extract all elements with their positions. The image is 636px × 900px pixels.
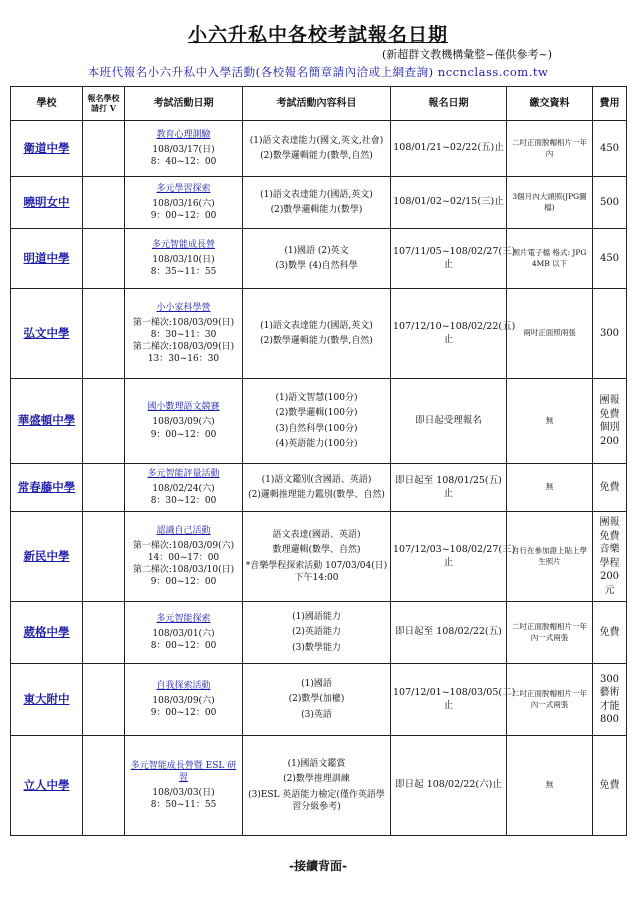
registration-checkbox-cell[interactable] <box>83 512 125 602</box>
fee-cell: 450 <box>593 229 627 289</box>
registration-date-cell: 107/12/01~108/03/05(二)止 <box>391 664 507 736</box>
documents-cell: 二吋正面脫帽相片一年內一式兩張 <box>507 664 593 736</box>
exam-content-cell <box>243 736 391 836</box>
exam-subject-line: (1)國語 (2)英文 <box>284 245 349 256</box>
registration-checkbox-cell[interactable] <box>83 229 125 289</box>
registration-checkbox-cell[interactable] <box>83 379 125 464</box>
exam-subject-line: (1)國語文鑑賞 <box>287 759 346 770</box>
exam-date-line: 108/02/24(六) <box>152 483 215 494</box>
exam-date-line: 14：00~17：00 <box>147 552 220 563</box>
activity-link[interactable]: 國小數理語文競賽 <box>147 402 220 413</box>
exam-subject-line: (3)數學 (4)自然科學 <box>275 261 358 271</box>
exam-content-cell <box>243 664 391 736</box>
exam-date-line: 108/03/09(六) <box>152 695 215 706</box>
registration-date-cell: 即日起至 108/01/25(五)止 <box>391 464 507 512</box>
registration-date-cell: 即日起受理報名 <box>391 379 507 464</box>
page-title: 小六升私中各校考試報名日期 <box>187 24 448 46</box>
school-link[interactable]: 曉明女中 <box>23 194 70 209</box>
school-link[interactable]: 東大附中 <box>23 691 70 706</box>
activity-link[interactable]: 教育心理測驗 <box>156 129 211 140</box>
exam-date-cell <box>125 664 243 736</box>
school-cell <box>11 512 83 602</box>
activity-link[interactable]: 多元智能成長營暨 ESL 研習 <box>130 760 237 783</box>
exam-date-cell <box>125 229 243 289</box>
exam-date-cell <box>125 289 243 379</box>
activity-link[interactable]: 認識自己活動 <box>156 525 211 536</box>
documents-cell: 二吋正面脫帽相片一年內 <box>507 121 593 177</box>
table-row <box>11 664 627 736</box>
exam-date-line: 108/03/17(日) <box>152 144 215 155</box>
fee-cell: 團報免費 音樂學程200元 <box>593 512 627 602</box>
fee-cell: 300 <box>593 289 627 379</box>
exam-date-line: 8：50~11：55 <box>150 800 217 811</box>
exam-date-line: 108/03/16(六) <box>152 198 215 209</box>
exam-date-line: 第二梯次:108/03/10(日) <box>132 565 235 576</box>
exam-date-cell <box>125 736 243 836</box>
documents-cell: 兩吋正面照兩張 <box>507 289 593 379</box>
school-cell <box>11 602 83 664</box>
exam-content-cell <box>243 464 391 512</box>
exam-date-line: 第二梯次:108/03/09(日) <box>132 342 235 353</box>
activity-link[interactable]: 多元智能評量活動 <box>147 468 220 479</box>
registration-date-cell: 107/12/10~108/02/22(五)止 <box>391 289 507 379</box>
exam-content-cell <box>243 602 391 664</box>
registration-date-cell: 107/12/03~108/02/27(三)止 <box>391 512 507 602</box>
registration-date-cell: 108/01/02~02/15(三)止 <box>391 177 507 229</box>
activity-link[interactable]: 自我探索活動 <box>156 680 211 691</box>
exam-subject-line: (1)語文表達能力(國文,英文,社會) <box>249 135 384 146</box>
documents-cell: 自行在參加證上貼上學生照片 <box>507 512 593 602</box>
exam-subject-line: (2)數學邏輯能力(數學) <box>270 205 363 215</box>
header-school: 學校 <box>11 87 83 121</box>
table-row <box>11 602 627 664</box>
fee-cell: 免費 <box>593 602 627 664</box>
exam-date-line: 9：00~12：00 <box>150 429 217 440</box>
school-cell <box>11 736 83 836</box>
school-link[interactable]: 華盛頓中學 <box>17 413 76 428</box>
exam-date-line: 8：30~12：00 <box>150 496 217 507</box>
table-header-row <box>11 87 627 121</box>
header-documents: 繳交資料 <box>507 87 593 121</box>
exam-date-cell <box>125 602 243 664</box>
exam-subject-line: 語文表達(國語、英語) <box>272 530 361 541</box>
exam-date-line: 第一梯次:108/03/09(六) <box>132 540 235 551</box>
exam-subject-line: (1)語文鑑別(含國語、英語) <box>261 474 372 485</box>
activity-link[interactable]: 多元智能探索 <box>156 613 211 624</box>
exam-content-cell <box>243 289 391 379</box>
fee-cell: 免費 <box>593 464 627 512</box>
registration-date-cell: 即日起 108/02/22(六)止 <box>391 736 507 836</box>
documents-cell: 3個月內大頭照(JPG圖檔) <box>507 177 593 229</box>
exam-date-line: 第一梯次:108/03/09(日) <box>132 317 235 328</box>
school-link[interactable]: 弘文中學 <box>23 325 70 340</box>
exam-subject-line: *音樂學程探索活動 107/03/04(日) 下午14:00 <box>245 560 388 583</box>
exam-content-cell <box>243 229 391 289</box>
registration-notice: 本班代報名小六升私中入學活動(各校報名簡章請內洽或上網查詢) nccnclass.com.tw <box>87 65 549 79</box>
exam-subject-line: (1)語文智慧(100分) <box>275 393 358 404</box>
documents-cell: 無 <box>507 736 593 836</box>
registration-checkbox-cell[interactable] <box>83 121 125 177</box>
exam-subject-line: (2)英語能力 <box>292 627 341 638</box>
school-cell <box>11 177 83 229</box>
exam-subject-line: (2)數學邏輯(100分) <box>275 408 358 419</box>
exam-schedule-table <box>10 86 627 836</box>
exam-date-line: 8：00~12：00 <box>150 641 217 652</box>
school-link[interactable]: 常春藤中學 <box>17 479 76 494</box>
table-row <box>11 121 627 177</box>
exam-subject-line: (1)語文表達能力(國語,英文) <box>260 320 373 331</box>
exam-date-cell <box>125 177 243 229</box>
documents-cell: 無 <box>507 464 593 512</box>
exam-date-line: 108/03/09(六) <box>152 417 215 428</box>
exam-subject-line: (3)數學能力 <box>292 642 341 653</box>
table-row <box>11 736 627 836</box>
activity-link[interactable]: 多元智能成長營 <box>151 239 215 250</box>
exam-date-line: 13：30~16：30 <box>147 354 220 365</box>
table-row <box>11 512 627 602</box>
header-reg-date: 報名日期 <box>391 87 507 121</box>
header-content: 考試活動內容科目 <box>243 87 391 121</box>
exam-subject-line: 數理邏輯(數學、自然) <box>272 545 361 556</box>
exam-date-line: 9：00~12：00 <box>150 211 217 222</box>
exam-subject-line: (2)數學推理訓練 <box>283 774 350 785</box>
registration-date-cell: 即日起至 108/02/22(五) <box>391 602 507 664</box>
registration-checkbox-cell[interactable] <box>83 177 125 229</box>
registration-date-cell: 107/11/05~108/02/27(三)止 <box>391 229 507 289</box>
registration-checkbox-cell[interactable] <box>83 664 125 736</box>
exam-content-cell <box>243 177 391 229</box>
registration-checkbox-cell[interactable] <box>83 289 125 379</box>
exam-date-cell <box>125 379 243 464</box>
school-cell <box>11 289 83 379</box>
documents-cell: 二吋正面脫帽相片一年內一式兩張 <box>507 602 593 664</box>
exam-subject-line: (1)語文表達能力(國語,英文) <box>260 189 373 200</box>
registration-checkbox-cell[interactable] <box>83 736 125 836</box>
exam-subject-line: (2)數學邏輯能力(數學,自然) <box>260 336 373 346</box>
school-link[interactable]: 新民中學 <box>23 548 70 563</box>
exam-subject-line: (3)英語 <box>301 709 332 720</box>
activity-link[interactable]: 小小家科學營 <box>156 302 211 313</box>
table-row <box>11 229 627 289</box>
registration-checkbox-cell[interactable] <box>83 464 125 512</box>
school-link[interactable]: 立人中學 <box>23 777 70 792</box>
exam-date-cell <box>125 512 243 602</box>
exam-date-line: 8：35~11：55 <box>150 267 217 278</box>
exam-content-cell <box>243 512 391 602</box>
school-cell <box>11 229 83 289</box>
fee-cell: 團報免費 個別200 <box>593 379 627 464</box>
exam-subject-line: (1)國語能力 <box>292 612 341 623</box>
exam-date-line: 8：30~11：30 <box>150 329 217 340</box>
exam-subject-line: (2)邏輯推理能力鑑別(數學、自然) <box>248 490 385 500</box>
school-cell <box>11 121 83 177</box>
exam-subject-line: (1)國語 <box>301 679 332 690</box>
exam-subject-line: (4)英語能力(100分) <box>275 438 358 449</box>
fee-cell: 450 <box>593 121 627 177</box>
exam-date-line: 9：00~12：00 <box>150 577 217 588</box>
school-link[interactable]: 葳格中學 <box>23 624 70 639</box>
table-row <box>11 379 627 464</box>
exam-date-cell <box>125 464 243 512</box>
activity-link[interactable]: 多元學習探索 <box>156 183 211 194</box>
table-row <box>11 289 627 379</box>
exam-date-line: 108/03/01(六) <box>152 628 215 639</box>
table-row <box>11 177 627 229</box>
school-link[interactable]: 明道中學 <box>23 250 70 265</box>
exam-subject-line: (3)自然科學(100分) <box>275 423 358 434</box>
exam-subject-line: (2)數學(加權) <box>288 694 345 705</box>
exam-date-line: 9：00~12：00 <box>150 708 217 719</box>
registration-date-cell: 108/01/21~02/22(五)止 <box>391 121 507 177</box>
page-subtitle: (新超群文教機構彙整~僅供參考~) <box>381 48 552 61</box>
exam-date-cell <box>125 121 243 177</box>
registration-checkbox-cell[interactable] <box>83 602 125 664</box>
school-cell <box>11 379 83 464</box>
fee-cell: 300 藝術才能 800 <box>593 664 627 736</box>
exam-subject-line: (2)數學邏輯能力(數學,自然) <box>260 151 373 161</box>
exam-subject-line: (3)ESL 英語能力檢定(僅作英語學習分級參考) <box>248 789 385 812</box>
header-exam-date: 考試活動日期 <box>125 87 243 121</box>
school-link[interactable]: 衛道中學 <box>23 140 70 155</box>
continued-footer: -接續背面- <box>289 859 347 873</box>
school-cell <box>11 664 83 736</box>
header-reg-mark: 報名學校請打 V <box>83 87 125 121</box>
exam-date-line: 8：40~12：00 <box>150 157 217 168</box>
header-fee: 費用 <box>593 87 627 121</box>
exam-date-line: 108/03/10(日) <box>152 254 215 265</box>
school-cell <box>11 464 83 512</box>
fee-cell: 免費 <box>593 736 627 836</box>
documents-cell: 照片電子檔 格式: JPG 4MB 以下 <box>507 229 593 289</box>
exam-content-cell <box>243 379 391 464</box>
exam-content-cell <box>243 121 391 177</box>
documents-cell: 無 <box>507 379 593 464</box>
table-row <box>11 464 627 512</box>
fee-cell: 500 <box>593 177 627 229</box>
exam-date-line: 108/03/03(日) <box>152 788 215 798</box>
